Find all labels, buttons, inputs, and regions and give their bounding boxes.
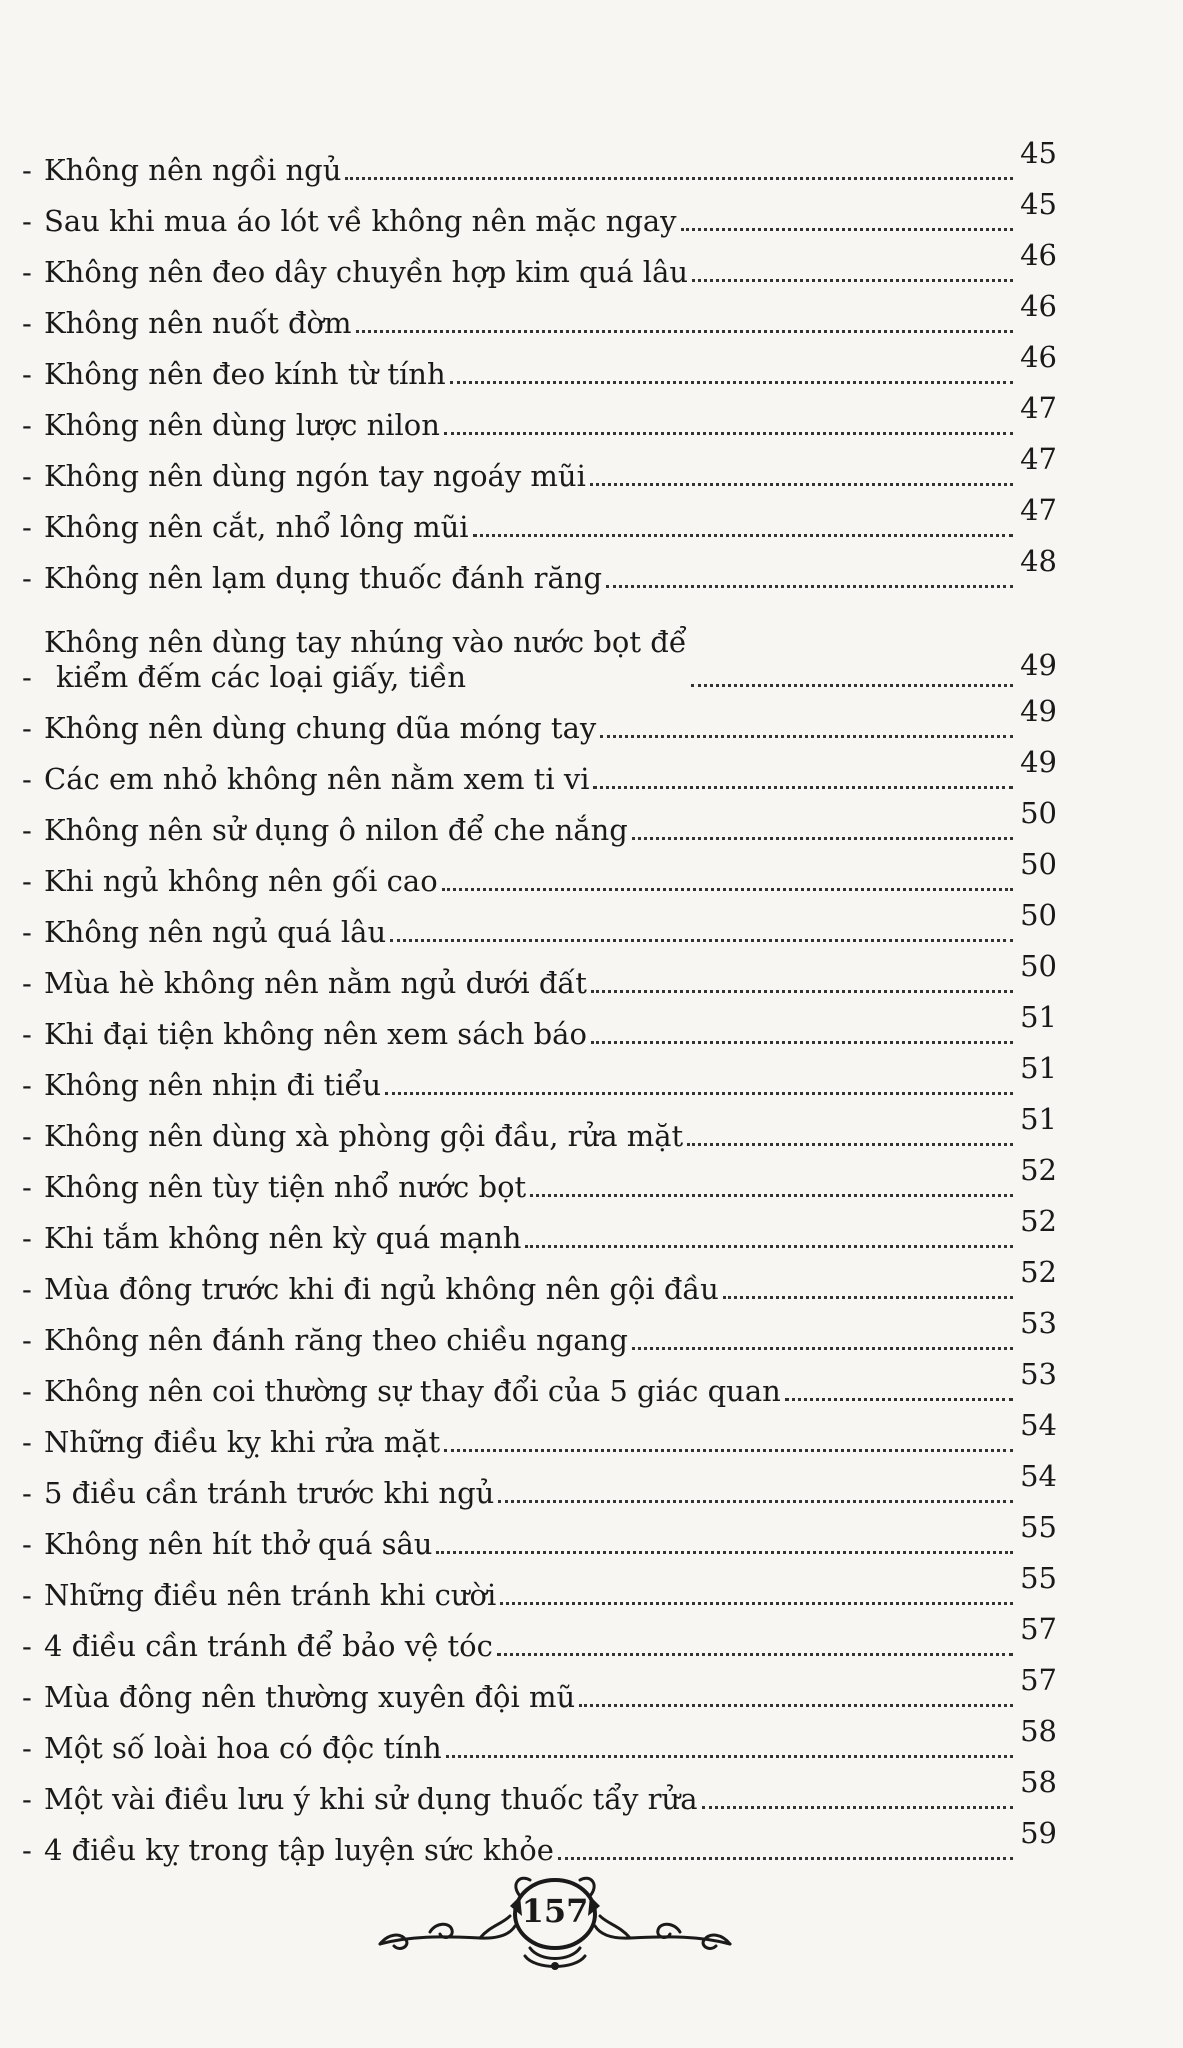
toc-entry	[22, 1510, 1057, 1567]
toc-title: Một số loài hoa có độc tính	[44, 1731, 442, 1765]
toc-bullet: -	[22, 561, 32, 595]
toc-entry	[22, 1000, 1057, 1057]
toc-text-wrap	[44, 1119, 1017, 1154]
toc-title: Các em nhỏ không nên nằm xem ti vi	[44, 762, 590, 796]
toc-entry	[22, 238, 1057, 295]
toc-bullet: -	[22, 153, 32, 187]
toc-bullet: -	[22, 915, 32, 949]
dot-leader	[591, 989, 1013, 993]
toc-page-number: 45	[1020, 136, 1057, 170]
toc-title-block	[44, 1833, 554, 1868]
dot-leader	[473, 533, 1013, 537]
dot-leader	[498, 1499, 1013, 1503]
toc-bullet: -	[22, 1170, 32, 1204]
toc-bullet: -	[22, 306, 32, 340]
toc-title: Không nên lạm dụng thuốc đánh răng	[44, 561, 603, 595]
toc-entry	[22, 949, 1057, 1006]
toc-title: Không nên sử dụng ô nilon để che nắng	[44, 813, 628, 847]
toc-page-number: 50	[1020, 796, 1057, 830]
toc-bullet: -	[22, 1272, 32, 1306]
toc-text-wrap	[44, 1782, 1017, 1817]
dot-leader	[385, 1091, 1013, 1095]
toc-entry	[22, 442, 1057, 499]
toc-bullet: -	[22, 357, 32, 391]
toc-page-number: 48	[1020, 544, 1057, 578]
toc-page-number: 49	[1020, 694, 1057, 728]
toc-title-continuation: kiểm đếm các loại giấy, tiền	[56, 660, 467, 694]
toc-title: Không nên cắt, nhổ lông mũi	[44, 510, 469, 544]
dot-leader	[632, 836, 1013, 840]
toc-bullet: -	[22, 1119, 32, 1153]
toc-entry	[22, 1663, 1057, 1720]
dot-leader	[590, 482, 1013, 486]
dot-leader	[442, 887, 1013, 891]
toc-text-wrap	[44, 1680, 1017, 1715]
dot-leader	[436, 1550, 1013, 1554]
toc-entry	[22, 340, 1057, 397]
toc-title: 4 điều kỵ trong tập luyện sức khỏe	[44, 1833, 554, 1867]
toc-bullet: -	[22, 1527, 32, 1561]
toc-page-number: 52	[1020, 1255, 1057, 1289]
toc-entry	[22, 289, 1057, 346]
toc-page-number: 49	[1020, 648, 1057, 682]
toc-text-wrap	[44, 1578, 1017, 1613]
dot-leader	[579, 1703, 1013, 1707]
toc-entry	[22, 898, 1057, 955]
toc-title-block	[44, 625, 687, 695]
toc-text-wrap	[44, 306, 1017, 341]
toc-title: Khi ngủ không nên gối cao	[44, 864, 438, 898]
toc-title: Một vài điều lưu ý khi sử dụng thuốc tẩy rửa	[44, 1782, 698, 1816]
toc-title: Không nên dùng xà phòng gội đầu, rửa mặt	[44, 1119, 684, 1153]
toc-bullet: -	[22, 255, 32, 289]
toc-title-block	[44, 813, 628, 848]
dot-leader	[702, 1805, 1013, 1809]
dot-leader	[591, 1040, 1013, 1044]
toc-page-number: 50	[1020, 847, 1057, 881]
dot-leader	[500, 1601, 1013, 1605]
toc-entry	[22, 1459, 1057, 1516]
toc-text-wrap	[44, 1221, 1017, 1256]
toc-bullet: -	[22, 966, 32, 1000]
toc-text-wrap	[44, 1272, 1017, 1307]
toc-bullet: -	[22, 864, 32, 898]
toc-entry	[22, 1153, 1057, 1210]
toc-title-block	[44, 915, 386, 950]
toc-entry	[22, 694, 1057, 751]
dot-leader	[446, 1754, 1013, 1758]
toc-title: Không nên đánh răng theo chiều ngang	[44, 1323, 628, 1357]
toc-entry	[22, 1102, 1057, 1159]
toc-text-wrap	[44, 864, 1017, 899]
toc-title: Không nên ngồi ngủ	[44, 153, 342, 187]
toc-title-block	[44, 1476, 494, 1511]
toc-title: Không nên ngủ quá lâu	[44, 915, 387, 949]
toc-title-block	[44, 1680, 575, 1715]
toc-title-block	[44, 459, 586, 494]
toc-title-block	[44, 255, 688, 290]
toc-entry	[22, 1612, 1057, 1669]
toc-title-block	[44, 561, 602, 596]
toc-text-wrap	[44, 915, 1017, 950]
toc-title-block	[44, 1170, 526, 1205]
toc-text-wrap	[44, 1833, 1017, 1868]
dot-leader	[530, 1193, 1013, 1197]
toc-page-number: 46	[1020, 340, 1057, 374]
toc-page-number: 57	[1020, 1663, 1057, 1697]
toc-bullet: -	[22, 408, 32, 442]
toc-title: Không nên hít thở quá sâu	[44, 1527, 433, 1561]
toc-entry	[22, 1408, 1057, 1465]
toc-text-wrap	[44, 1068, 1017, 1103]
toc-text-wrap	[44, 711, 1017, 746]
toc-title: Không nên dùng tay nhúng vào nước bọt để	[44, 625, 687, 659]
toc-bullet: -	[22, 459, 32, 493]
toc-title-block	[44, 408, 440, 443]
toc-page-number: 57	[1020, 1612, 1057, 1646]
toc-bullet: -	[22, 1323, 32, 1357]
toc-entry	[22, 1561, 1057, 1618]
toc-title-block	[44, 306, 352, 341]
toc-page-number: 51	[1020, 1000, 1057, 1034]
toc-text-wrap	[44, 510, 1017, 545]
toc-bullet: -	[22, 1425, 32, 1459]
toc-entry	[22, 187, 1057, 244]
toc-text-wrap	[44, 1476, 1017, 1511]
dot-leader	[606, 584, 1013, 588]
toc-text-wrap	[44, 459, 1017, 494]
toc-bullet: -	[22, 660, 32, 694]
toc-entry	[22, 544, 1057, 601]
toc-text-wrap	[44, 1374, 1017, 1409]
table-of-contents	[22, 136, 1057, 1873]
toc-bullet: -	[22, 813, 32, 847]
toc-text-wrap	[44, 966, 1017, 1001]
dot-leader	[444, 1448, 1013, 1452]
toc-page-number: 50	[1020, 898, 1057, 932]
toc-title-block	[44, 510, 469, 545]
toc-text-wrap	[44, 408, 1017, 443]
toc-title-block	[44, 711, 596, 746]
toc-title-block	[44, 1527, 432, 1562]
toc-title-block	[44, 204, 677, 239]
toc-text-wrap	[44, 625, 1017, 695]
toc-page-number: 49	[1020, 745, 1057, 779]
toc-text-wrap	[44, 1527, 1017, 1562]
toc-title-block	[44, 1374, 781, 1409]
dot-leader	[558, 1856, 1013, 1860]
toc-title: Không nên dùng lược nilon	[44, 408, 440, 442]
toc-title: Không nên nuốt đờm	[44, 306, 352, 340]
toc-title: Khi tắm không nên kỳ quá mạnh	[44, 1221, 522, 1255]
toc-title-block	[44, 357, 446, 392]
dot-leader	[444, 431, 1013, 435]
toc-bullet: -	[22, 1680, 32, 1714]
toc-page-number: 59	[1020, 1816, 1057, 1850]
toc-text-wrap	[44, 153, 1017, 188]
toc-page-number: 50	[1020, 949, 1057, 983]
toc-page-number: 47	[1020, 442, 1057, 476]
toc-entry	[22, 136, 1057, 193]
toc-page-number: 52	[1020, 1153, 1057, 1187]
toc-page-number: 58	[1020, 1765, 1057, 1799]
toc-page-number: 58	[1020, 1714, 1057, 1748]
toc-title-block	[44, 762, 589, 797]
toc-text-wrap	[44, 762, 1017, 797]
toc-title: Không nên đeo kính từ tính	[44, 357, 446, 391]
dot-leader	[687, 1142, 1013, 1146]
toc-title: Sau khi mua áo lót về không nên mặc ngay	[44, 204, 677, 238]
toc-text-wrap	[44, 255, 1017, 290]
dot-leader	[785, 1397, 1013, 1401]
toc-page-number: 47	[1020, 391, 1057, 425]
toc-title-block	[44, 1323, 628, 1358]
toc-bullet: -	[22, 1476, 32, 1510]
toc-title: 5 điều cần tránh trước khi ngủ	[44, 1476, 495, 1510]
toc-title-block	[44, 1221, 521, 1256]
toc-text-wrap	[44, 357, 1017, 392]
toc-page-number: 55	[1020, 1510, 1057, 1544]
dot-leader	[525, 1244, 1013, 1248]
toc-page-number: 55	[1020, 1561, 1057, 1595]
toc-entry	[22, 1714, 1057, 1771]
toc-title-block	[44, 1578, 496, 1613]
toc-title-block	[44, 153, 341, 188]
toc-text-wrap	[44, 1731, 1017, 1766]
dot-leader	[390, 938, 1013, 942]
toc-entry	[22, 391, 1057, 448]
toc-bullet: -	[22, 1833, 32, 1867]
toc-entry	[22, 601, 1057, 700]
toc-title: Mùa đông trước khi đi ngủ không nên gội đầu	[44, 1272, 719, 1306]
toc-bullet: -	[22, 1068, 32, 1102]
toc-entry	[22, 796, 1057, 853]
toc-entry	[22, 1051, 1057, 1108]
dot-leader	[723, 1295, 1013, 1299]
toc-title: Không nên dùng chung dũa móng tay	[44, 711, 597, 745]
dot-leader	[356, 329, 1014, 333]
toc-entry	[22, 1357, 1057, 1414]
toc-entry	[22, 1765, 1057, 1822]
toc-page-number: 53	[1020, 1306, 1057, 1340]
dot-leader	[450, 380, 1013, 384]
toc-text-wrap	[44, 204, 1017, 239]
page-number: 157	[521, 1892, 589, 1930]
toc-bullet: -	[22, 1221, 32, 1255]
toc-title: Không nên dùng ngón tay ngoáy mũi	[44, 459, 586, 493]
toc-page-number: 54	[1020, 1459, 1057, 1493]
toc-entry	[22, 1306, 1057, 1363]
toc-title: Không nên đeo dây chuyền hợp kim quá lâu	[44, 255, 689, 289]
dot-leader	[632, 1346, 1013, 1350]
toc-title-block	[44, 1272, 719, 1307]
toc-title: Không nên nhịn đi tiểu	[44, 1068, 382, 1102]
toc-title: Không nên tùy tiện nhổ nước bọt	[44, 1170, 527, 1204]
toc-entry	[22, 847, 1057, 904]
toc-title-block	[44, 966, 587, 1001]
toc-bullet: -	[22, 1374, 32, 1408]
toc-text-wrap	[44, 1017, 1017, 1052]
toc-title-block	[44, 1119, 683, 1154]
toc-bullet: -	[22, 204, 32, 238]
toc-text-wrap	[44, 1170, 1017, 1205]
dot-leader	[497, 1652, 1013, 1656]
toc-page-number: 47	[1020, 493, 1057, 527]
toc-bullet: -	[22, 1731, 32, 1765]
toc-page-number: 54	[1020, 1408, 1057, 1442]
toc-entry	[22, 493, 1057, 550]
toc-title-block	[44, 1017, 587, 1052]
toc-entry	[22, 745, 1057, 802]
toc-page-number: 51	[1020, 1051, 1057, 1085]
dot-leader	[593, 785, 1013, 789]
dot-leader	[600, 734, 1013, 738]
dot-leader	[345, 176, 1013, 180]
toc-page-number: 53	[1020, 1357, 1057, 1391]
toc-bullet: -	[22, 762, 32, 796]
toc-title-block	[44, 864, 438, 899]
toc-bullet: -	[22, 1578, 32, 1612]
toc-page-number: 46	[1020, 238, 1057, 272]
toc-page-number: 51	[1020, 1102, 1057, 1136]
toc-bullet: -	[22, 1017, 32, 1051]
toc-entry	[22, 1255, 1057, 1312]
toc-bullet: -	[22, 1782, 32, 1816]
toc-bullet: -	[22, 711, 32, 745]
toc-title: Không nên coi thường sự thay đổi của 5 giác quan	[44, 1374, 781, 1408]
toc-title-block	[44, 1068, 381, 1103]
toc-text-wrap	[44, 561, 1017, 596]
toc-title: 4 điều cần tránh để bảo vệ tóc	[44, 1629, 493, 1663]
toc-title: Khi đại tiện không nên xem sách báo	[44, 1017, 587, 1051]
toc-text-wrap	[44, 813, 1017, 848]
toc-title: Những điều kỵ khi rửa mặt	[44, 1425, 441, 1459]
toc-bullet: -	[22, 1629, 32, 1663]
dot-leader	[691, 683, 1013, 687]
toc-title-block	[44, 1629, 493, 1664]
toc-page-number: 52	[1020, 1204, 1057, 1238]
toc-bullet: -	[22, 510, 32, 544]
dot-leader	[692, 278, 1013, 282]
toc-page-number: 45	[1020, 187, 1057, 221]
toc-title-block	[44, 1782, 698, 1817]
toc-text-wrap	[44, 1323, 1017, 1358]
toc-title: Mùa hè không nên nằm ngủ dưới đất	[44, 966, 587, 1000]
toc-title-block	[44, 1425, 440, 1460]
toc-title-block	[44, 1731, 442, 1766]
toc-page-number: 46	[1020, 289, 1057, 323]
page-footer	[370, 1866, 740, 1976]
dot-leader	[681, 227, 1013, 231]
toc-text-wrap	[44, 1425, 1017, 1460]
toc-text-wrap	[44, 1629, 1017, 1664]
toc-title: Mùa đông nên thường xuyên đội mũ	[44, 1680, 576, 1714]
toc-title: Những điều nên tránh khi cười	[44, 1578, 497, 1612]
toc-entry	[22, 1204, 1057, 1261]
